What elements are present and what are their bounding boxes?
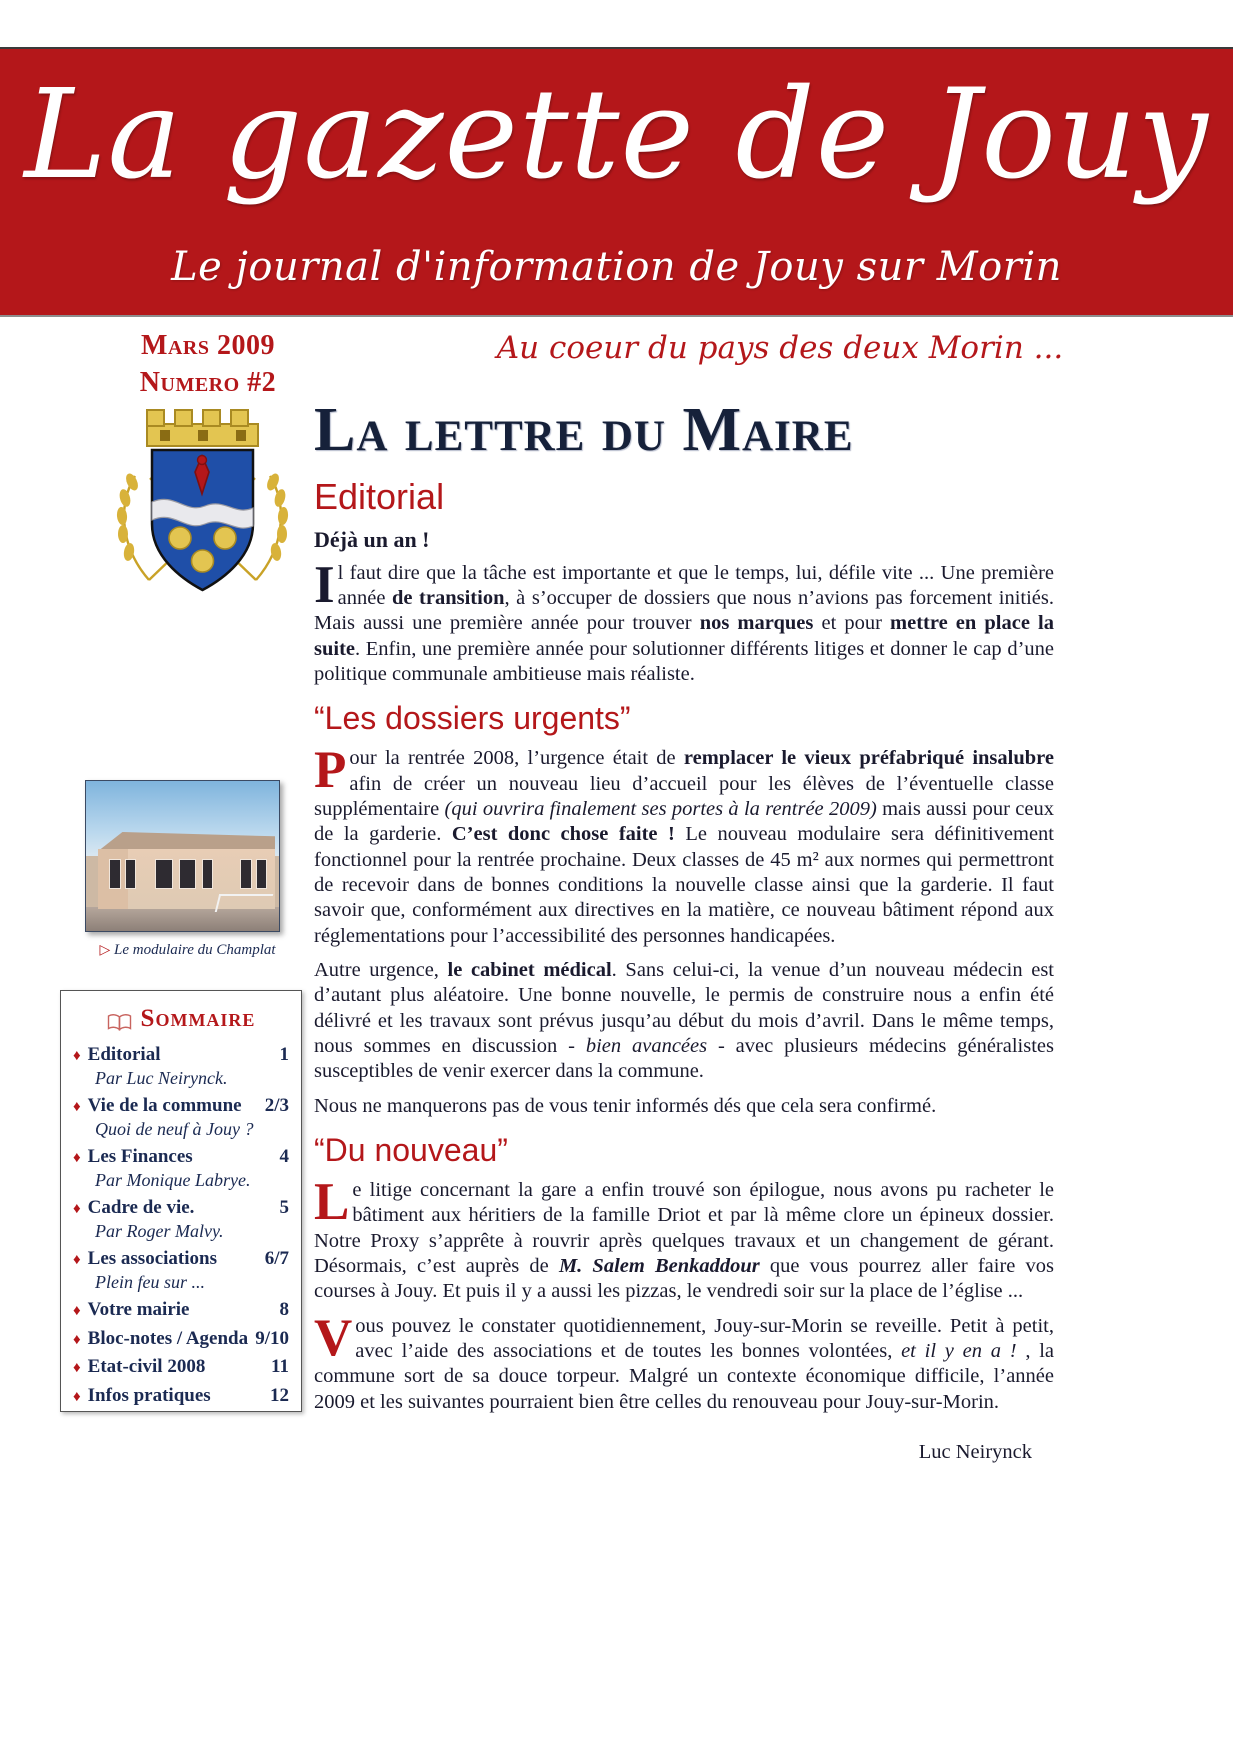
toc-item[interactable] (73, 1384, 289, 1408)
photo-window (155, 859, 172, 889)
sommaire-box (60, 990, 302, 1412)
toc-item[interactable] (73, 1247, 289, 1271)
toc-item-label: Les Finances (87, 1146, 193, 1168)
photo-window (179, 859, 196, 889)
coat-of-arms (105, 398, 300, 613)
toc-item[interactable] (73, 1145, 289, 1169)
toc-item-page: 6/7 (264, 1248, 289, 1270)
toc-item-label: Vie de la commune (87, 1095, 242, 1117)
toc-item-page: 8 (279, 1299, 289, 1321)
toc-item-page: 5 (279, 1197, 289, 1219)
toc-item-label: Bloc-notes / Agenda (87, 1327, 249, 1349)
toc-item-subtitle: Plein feu sur ... (95, 1271, 205, 1292)
diamond-bullet-icon: ♦ (73, 1360, 81, 1377)
main-article (314, 398, 1054, 1464)
toc-item-page: 12 (270, 1384, 289, 1406)
diamond-bullet-icon: ♦ (73, 1252, 81, 1269)
toc-item-page: 1 (279, 1044, 289, 1065)
toc-item-label: Etat-civil 2008 (87, 1356, 206, 1378)
toc-item[interactable] (73, 1355, 289, 1379)
editorial-heading: Editorial (314, 476, 445, 518)
paragraph-6: Vous pouvez le constater quotidiennement, Jouy-sur-Morin se reveille. Petit à petit, avec l’aide des associations et de toutes les bonnes volontées, et il y en a ! , la commune sort de sa douce torpeur. Malgré un contexte économique difficile, l’année 2009 et les suivantes pourraient bien être celles du renouveau pour Jouy-sur-Morin. (314, 1308, 1054, 1413)
paragraph-3: Autre urgence, le cabinet médical. Sans celui-ci, la venue d’un nouveau médecin est d’autant plus aléatoire. Une bonne nouvelle, le permis de construire nous a enfin été délivré et les travaux sont prévus jusqu’au début du mois d’avril. Dans le même temps, nous sommes en discussion - bien avancées - avec plusieurs médecins généralistes susceptibles de venir exercer dans la commune. (314, 958, 1055, 1083)
toc-item-label: Infos pratiques (87, 1384, 211, 1406)
tagline: Au coeur du pays des deux Morin ... (496, 330, 1064, 366)
diamond-bullet-icon: ♦ (73, 1150, 81, 1167)
article-photo (85, 780, 280, 932)
signature: Luc Neirynck (918, 1440, 1032, 1463)
lead-line: Déjà un an ! (314, 526, 430, 552)
section-heading-nouveau: “Du nouveau” (314, 1131, 508, 1168)
publication-subtitle: Le journal d'information de Jouy sur Morin (171, 244, 1062, 290)
diamond-bullet-icon: ♦ (73, 1099, 81, 1116)
issue-date: Mars 2009 (141, 330, 275, 361)
publication-title: La gazette de Jouy (24, 63, 1209, 207)
paragraph-1: Il faut dire que la tâche est importante et que le temps, lui, défile vite ... Une première année de transition, à s’occuper de dossiers que nous n’avions pas forcement initiés. Mais aussi une première année pour trouver nos marques et pour mettre en place la suite. Enfin, une première année pour solutionner différents litiges et donner le cap d’une politique communale ambitieuse mais réaliste. (314, 555, 1054, 685)
paragraph-2: Pour la rentrée 2008, l’urgence était de remplacer le vieux préfabriqué insalubre afin de créer un nouveau lieu d’accueil pour les élèves de l’éventuelle classe supplémentaire (qui ouvrira finalement ses portes à la rentrée 2009) mais aussi pour ceux de la garderie. C’est donc chose faite ! Le nouveau modulaire sera définitivement fonctionnel pour la rentrée prochaine. Deux classes de 45 m² aux normes qui permettront de recevoir dans de bonnes conditions la nouvelle classe ainsi que la garderie. Il faut savoir que, conformément aux directives en la matière, ce nouveau bâtiment répond aux réglementations pour l’accessibilité des personnes handicapées. (314, 741, 1055, 947)
photo-window (256, 859, 268, 889)
toc-item-page: 2/3 (264, 1095, 289, 1117)
issue-info (88, 328, 328, 402)
diamond-bullet-icon: ♦ (73, 1388, 81, 1405)
toc-item-page: 9/10 (255, 1327, 289, 1349)
paragraph-4: Nous ne manquerons pas de vous tenir informés dés que cela sera confirmé. (314, 1094, 937, 1117)
masthead-banner (0, 47, 1233, 317)
triangle-marker-icon: ▷ (99, 943, 111, 958)
diamond-bullet-icon: ♦ (73, 1303, 81, 1320)
crown-icon (147, 410, 258, 446)
table-of-contents (61, 1043, 301, 1407)
toc-item[interactable] (73, 1196, 289, 1220)
photo-caption (80, 942, 295, 959)
sommaire-heading (61, 1005, 301, 1033)
toc-item-subtitle: Par Roger Malvy. (95, 1220, 224, 1241)
photo-caption-text: Le modulaire du Champlat (114, 942, 276, 958)
toc-item-subtitle: Quoi de neuf à Jouy ? (95, 1118, 254, 1139)
toc-item-subtitle: Par Luc Neirynck. (95, 1067, 228, 1088)
toc-item[interactable] (73, 1043, 289, 1067)
page-title: La lettre du Maire (314, 396, 854, 464)
photo-window (125, 859, 137, 889)
sommaire-heading-text: Sommaire (140, 1005, 256, 1032)
diamond-bullet-icon: ♦ (73, 1048, 81, 1064)
photo-railing (215, 894, 274, 912)
toc-item-label: Votre mairie (87, 1299, 190, 1321)
paragraph-5: Le litige concernant la gare a enfin trouvé son épilogue, nous avons pu racheter le bâtiment aux héritiers de la famille Driot et par là même clore un épineux dossier. Notre Proxy s’apprête à rouvrir après quelques travaux et un changement de gérant. Désormais, c’est auprès de M. Salem Benkaddour que vous pourrez aller faire vos courses à Jouy. Et puis il y a aussi les pizzas, le vendredi soir sur la place de l’église ... (314, 1173, 1055, 1303)
open-book-icon (107, 1010, 132, 1028)
toc-item-label: Cadre de vie. (87, 1197, 195, 1219)
modular-building-photo (85, 780, 280, 932)
toc-item[interactable] (73, 1094, 289, 1118)
toc-item-page: 4 (279, 1146, 289, 1168)
toc-item[interactable] (73, 1327, 289, 1351)
toc-item-page: 11 (271, 1356, 289, 1378)
diamond-bullet-icon: ♦ (73, 1331, 81, 1348)
toc-item-subtitle: Par Monique Labrye. (95, 1169, 251, 1190)
photo-window (109, 859, 121, 889)
toc-item[interactable] (73, 1298, 289, 1322)
photo-window (202, 859, 214, 889)
section-heading-dossiers: “Les dossiers urgents” (314, 700, 631, 737)
issue-number: Numero #2 (139, 366, 277, 398)
toc-item-label: Editorial (87, 1044, 161, 1065)
diamond-bullet-icon: ♦ (73, 1201, 81, 1218)
photo-window (240, 859, 252, 889)
toc-item-label: Les associations (87, 1248, 217, 1270)
